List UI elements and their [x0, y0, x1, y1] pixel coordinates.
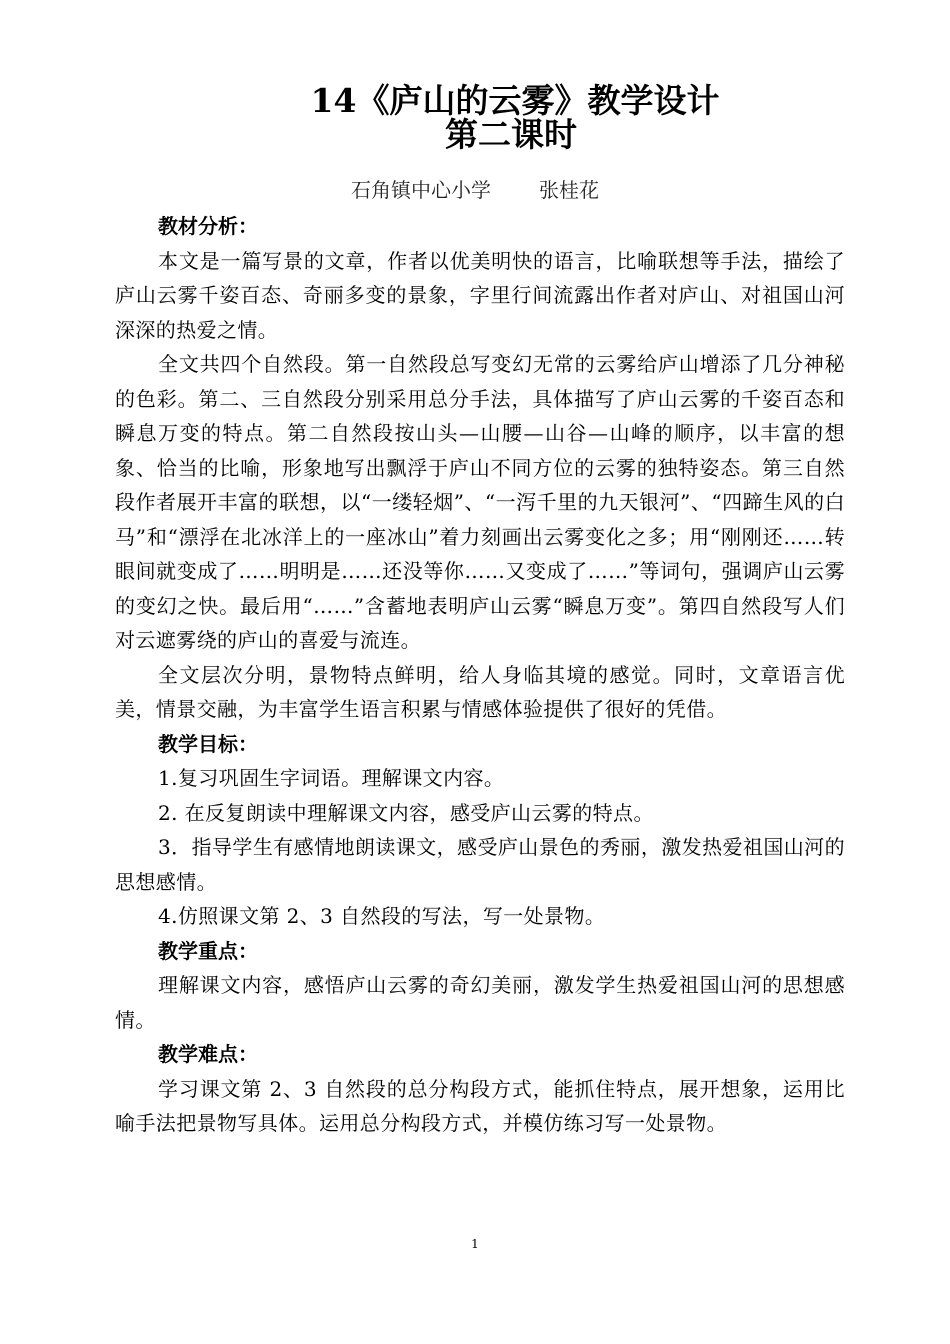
analysis-paragraph-1: 本文是一篇写景的文章，作者以优美明快的语言，比喻联想等手法，描绘了庐山云雾千姿百态、奇丽多变的景象，字里行间流露出作者对庐山、对祖国山河深深的热爱之情。	[115, 248, 845, 342]
objective-item-4: 4.仿照课文第 2、3 自然段的写法，写一处景物。	[158, 904, 606, 928]
page-subtitle: 第二课时	[445, 115, 577, 154]
document-body	[115, 209, 845, 1141]
section-heading-objectives: 教学目标：	[158, 731, 258, 756]
page-number: 1	[471, 1237, 479, 1251]
section-heading-analysis: 教材分析：	[158, 214, 258, 238]
section-heading-key-points: 教学重点：	[158, 938, 258, 963]
objective-item-1: 1.复习巩固生字词语。理解课文内容。	[158, 766, 505, 790]
key-points-paragraph: 理解课文内容，感悟庐山云雾的奇幻美丽，激发学生热爱祖国山河的思想感情。	[115, 973, 845, 1032]
section-heading-difficulties: 教学难点：	[158, 1042, 258, 1066]
analysis-paragraph-2: 全文共四个自然段。第一自然段总写变幻无常的云雾给庐山增添了几分神秘的色彩。第二、三自然段分别采用总分手法，具体描写了庐山云雾的千姿百态和瞬息万变的特点。第二自然段按山头—山腰—山谷—山峰的顺序，以丰富的想象、恰当的比喻，形象地写出飘浮于庐山不同方位的云雾的独特姿态。第三自然段作者展开丰富的联想，以“一缕轻烟”、“一泻千里的九天银河”、“四蹄生风的白马”和“漂浮在北冰洋上的一座冰山”着力刻画出云雾变化之多；用“刚刚还……转眼间就变成了……明明是……还没等你……又变成了……”等词句，强调庐山云雾的变幻之快。最后用“……”含蓄地表明庐山云雾“瞬息万变”。第四自然段写人们对云遮雾绕的庐山的喜爱与流连。	[115, 352, 845, 652]
objective-item-3: 3．指导学生有感情地朗读课文，感受庐山景色的秀丽，激发热爱祖国山河的思想感情。	[115, 835, 845, 894]
author-line	[0, 176, 950, 204]
difficulties-paragraph: 学习课文第 2、3 自然段的总分构段方式，能抓住特点，展开想象，运用比喻手法把景物写具体。运用总分构段方式，并模仿练习写一处景物。	[115, 1076, 845, 1135]
objective-item-2: 2. 在反复朗读中理解课文内容，感受庐山云雾的特点。	[158, 800, 654, 825]
author-name: 张桂花	[539, 178, 599, 202]
author-school: 石角镇中心小学	[351, 178, 491, 202]
page-title: 14《庐山的云雾》教学设计	[310, 81, 720, 120]
analysis-paragraph-3: 全文层次分明，景物特点鲜明，给人身临其境的感觉。同时，文章语言优美，情景交融，为丰富学生语言积累与情感体验提供了很好的凭借。	[115, 662, 845, 721]
